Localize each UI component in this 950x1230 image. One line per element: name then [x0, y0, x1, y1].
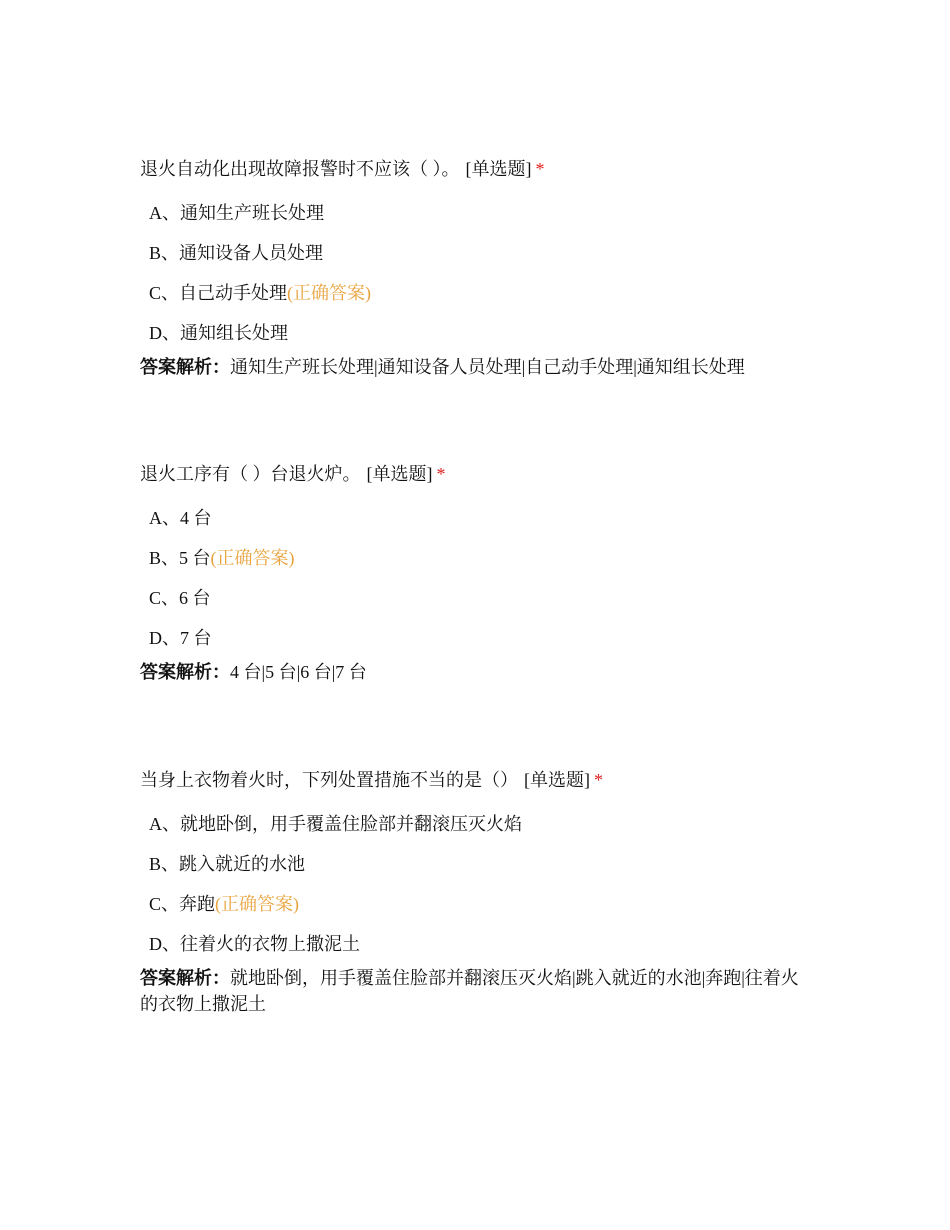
question-type: [单选题] — [465, 159, 532, 179]
option-c: C、奔跑(正确答案) — [149, 894, 300, 914]
option-d: D、7 台 — [149, 628, 212, 648]
question-type: [单选题] — [524, 770, 590, 790]
answer-analysis — [140, 354, 810, 380]
correct-answer-tag: (正确答案) — [287, 283, 372, 303]
option-list — [140, 200, 810, 360]
option-b: B、跳入就近的水池 — [149, 854, 306, 874]
option-a: A、就地卧倒，用手覆盖住脸部并翻滚压灭火焰 — [149, 814, 522, 834]
question-text: 退火自动化出现故障报警时不应该（ ）。 — [140, 159, 460, 179]
option-b: B、通知设备人员处理 — [149, 243, 324, 263]
analysis-label: 答案解析： — [140, 357, 230, 377]
correct-answer-tag: (正确答案) — [215, 894, 300, 914]
option-c: C、6 台 — [149, 588, 211, 608]
option-a: A、通知生产班长处理 — [149, 203, 324, 223]
analysis-text: 4 台|5 台|6 台|7 台 — [230, 662, 367, 682]
option-c: C、自己动手处理(正确答案) — [149, 283, 372, 303]
analysis-label: 答案解析： — [140, 662, 230, 682]
question-title — [140, 461, 810, 487]
question-text: 当身上衣物着火时，下列处置措施不当的是（） — [140, 770, 518, 790]
option-b: B、5 台(正确答案) — [149, 548, 295, 568]
required-marker: * — [535, 159, 545, 179]
required-marker: * — [436, 464, 446, 484]
option-d: D、通知组长处理 — [149, 323, 288, 343]
answer-analysis — [140, 659, 810, 685]
option-list — [140, 505, 810, 665]
correct-answer-tag: (正确答案) — [210, 548, 295, 568]
required-marker: * — [594, 770, 603, 790]
analysis-label: 答案解析： — [140, 968, 230, 988]
question-2 — [140, 461, 810, 685]
question-1 — [140, 156, 810, 380]
analysis-text: 就地卧倒，用手覆盖住脸部并翻滚压灭火焰|跳入就近的水池|奔跑|往着火的衣物上撒泥土 — [140, 968, 799, 1014]
question-title — [140, 156, 810, 182]
question-3 — [140, 767, 810, 1017]
option-d: D、往着火的衣物上撒泥土 — [149, 934, 360, 954]
question-title — [140, 767, 810, 793]
question-text: 退火工序有（ ）台退火炉。 — [140, 464, 361, 484]
question-type: [单选题] — [366, 464, 433, 484]
analysis-text: 通知生产班长处理|通知设备人员处理|自己动手处理|通知组长处理 — [230, 357, 745, 377]
option-a: A、4 台 — [149, 508, 212, 528]
answer-analysis — [140, 965, 810, 1017]
option-list — [140, 811, 810, 971]
